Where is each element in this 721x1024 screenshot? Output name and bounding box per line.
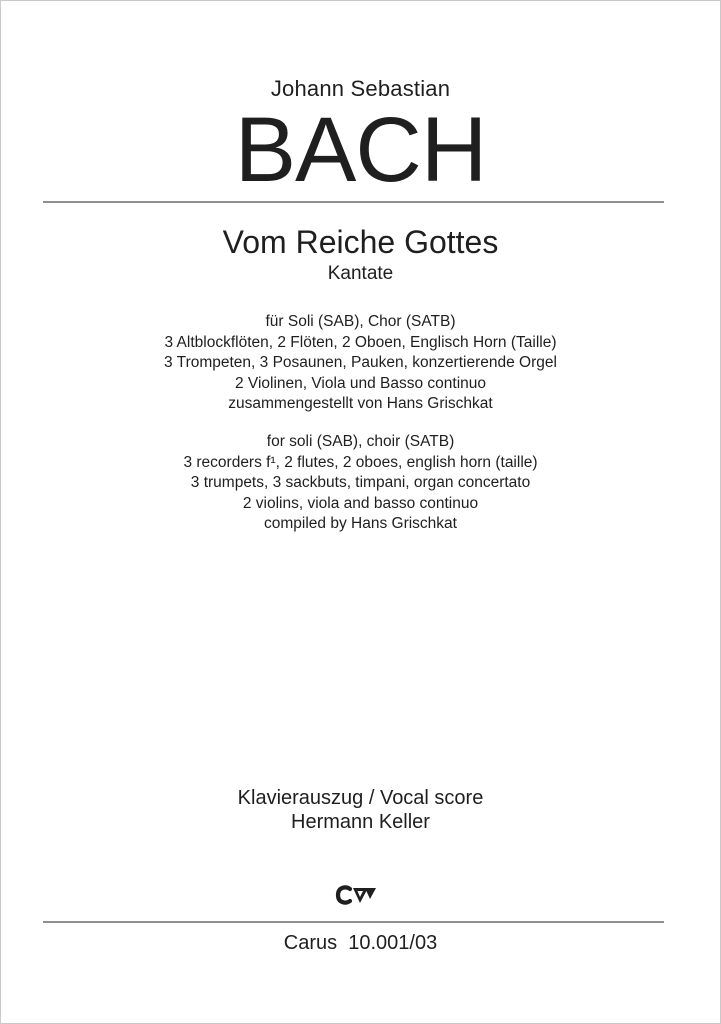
work-title: Vom Reiche Gottes	[222, 224, 499, 260]
carus-logo-icon	[335, 884, 379, 906]
instrumentation-english-line: compiled by Hans Grischkat	[264, 515, 457, 532]
composer-first-names: Johann Sebastian	[270, 76, 451, 101]
arranger-name: Hermann Keller	[291, 811, 430, 833]
instrumentation-german	[0, 312, 721, 415]
instrumentation-german-line: zusammengestellt von Hans Grischkat	[228, 395, 493, 412]
catalog-number-text: Carus 10.001/03	[283, 932, 438, 954]
instrumentation-english-line: 3 trumpets, 3 sackbuts, timpani, organ concertato	[190, 474, 531, 491]
instrumentation-german-line: 2 Violinen, Viola und Basso continuo	[234, 374, 487, 392]
instrumentation-english-line: 2 violins, viola and basso continuo	[242, 494, 479, 512]
top-divider	[43, 201, 664, 203]
instrumentation-german-line: 3 Trompeten, 3 Posaunen, Pauken, konzertierende Orgel	[164, 354, 557, 371]
bottom-divider	[43, 921, 664, 923]
instrumentation-english-line: 3 recorders f¹, 2 flutes, 2 oboes, english horn (taille)	[183, 453, 538, 471]
work-genre: Kantate	[327, 263, 394, 284]
catalog-number	[0, 932, 721, 955]
score-type: Klavierauszug / Vocal score	[237, 787, 484, 809]
composer-last-name: BACH	[234, 99, 487, 201]
instrumentation-english-line: for soli (SAB), choir (SATB)	[266, 433, 455, 450]
instrumentation-german-line: 3 Altblockflöten, 2 Flöten, 2 Oboen, Englisch Horn (Taille)	[164, 333, 557, 351]
instrumentation-english	[0, 432, 721, 535]
instrumentation-german-line: für Soli (SAB), Chor (SATB)	[265, 313, 456, 330]
